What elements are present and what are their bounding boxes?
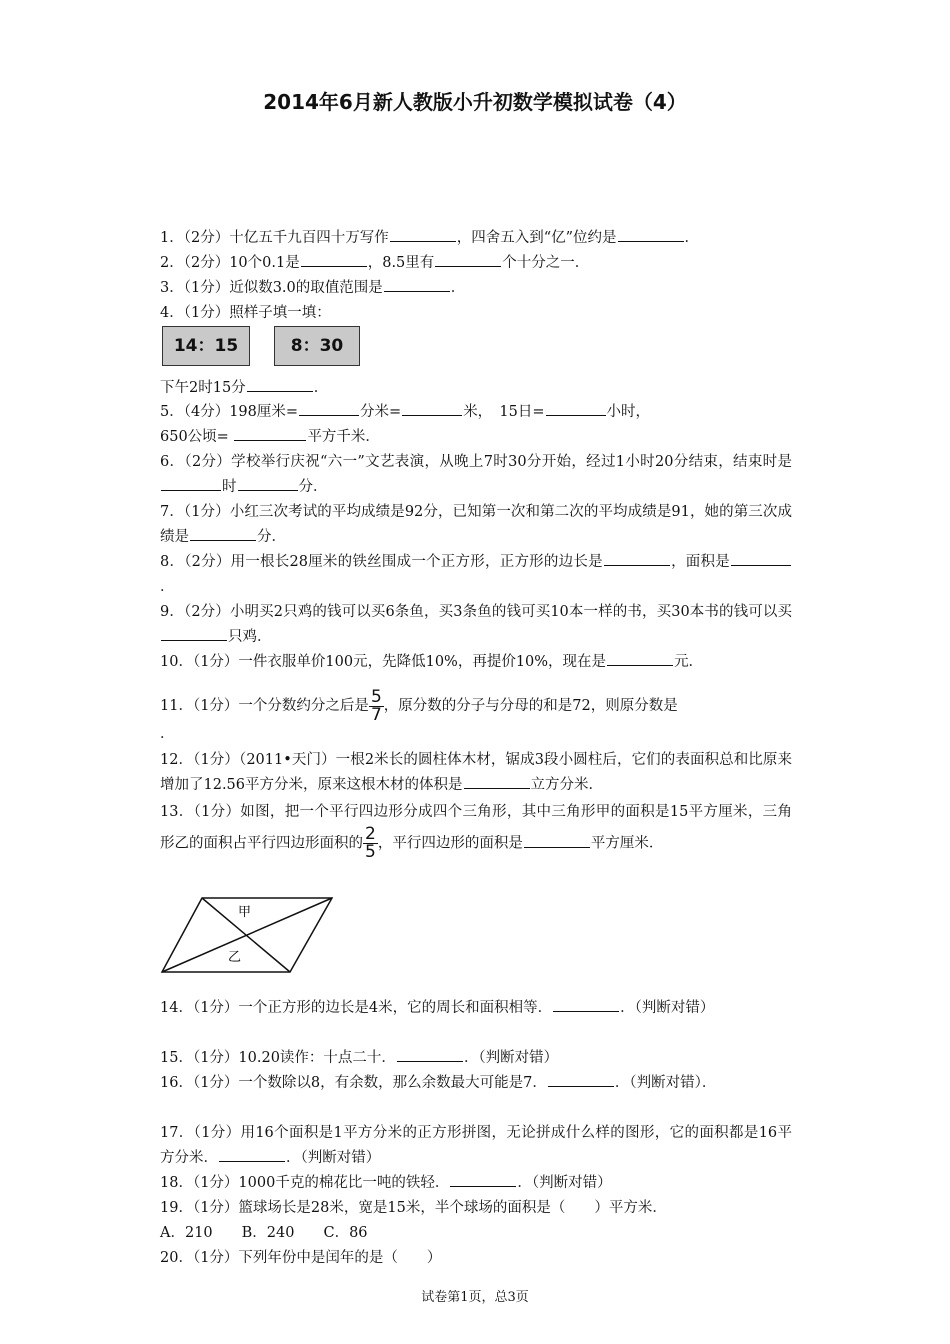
answer-blank[interactable] xyxy=(384,277,450,292)
triangle-label-yi: 乙 xyxy=(228,950,242,965)
question-19-options: A．210 B．240 C．86 xyxy=(160,1225,368,1241)
question-14: 14．（1分）一个正方形的边长是4米，它的周长和面积相等． ．（判断对错） xyxy=(160,996,792,1021)
answer-blank[interactable] xyxy=(464,774,530,789)
answer-blank[interactable] xyxy=(553,997,619,1012)
question-6: 6．（2分）学校举行庆祝“六一”文艺表演，从晚上7时30分开始，经过1小时20分结束，结束时是时 分． xyxy=(160,454,792,495)
answer-blank[interactable] xyxy=(546,401,606,416)
fraction-2-5: $\frac{2}{5}$ xyxy=(365,824,376,862)
question-5-line2: 650公顷= 平方千米． xyxy=(160,425,792,450)
answer-blank[interactable] xyxy=(301,252,367,267)
answer-blank[interactable] xyxy=(234,426,306,441)
answer-blank[interactable] xyxy=(161,476,221,491)
answer-blank[interactable] xyxy=(299,401,359,416)
page-footer: 试卷第1页，总3页 xyxy=(421,1290,529,1305)
question-17: 17．（1分）用16个面积是1平方分米的正方形拼图，无论拼成什么样的图形，它的面积都是16平方分米． ．（判断对错） xyxy=(160,1125,792,1166)
answer-blank[interactable] xyxy=(524,833,590,848)
clock-example-2: 8：30 xyxy=(274,326,360,366)
answer-blank[interactable] xyxy=(247,377,313,392)
question-12: 12．（1分）（2011•天门）一根2米长的圆柱体木材，锯成3段小圆柱后，它们的表面积总和比原来增加了12.56平方分米，原来这根木材的体积是 立方分米． xyxy=(160,752,792,793)
page-title: 2014年6月新人教版小升初数学模拟试卷（4） xyxy=(263,90,687,114)
question-19: 19．（1分）篮球场长是28米，宽是15米，半个球场的面积是（ ）平方米． xyxy=(160,1200,667,1216)
answer-blank[interactable] xyxy=(618,227,684,242)
question-16: 16．（1分）一个数除以8，有余数，那么余数最大可能是7． ．（判断对错）． xyxy=(160,1071,792,1096)
question-15: 15．（1分）10.20读作：十点二十． ．（判断对错） xyxy=(160,1046,792,1071)
triangle-label-jia: 甲 xyxy=(238,905,252,920)
answer-blank[interactable] xyxy=(397,1047,463,1062)
clock-example-1: 14：15 xyxy=(162,326,250,366)
answer-blank[interactable] xyxy=(190,526,256,541)
answer-blank[interactable] xyxy=(731,551,791,566)
question-3: 3．（1分）近似数3.0的取值范围是 ． xyxy=(160,276,792,301)
question-11: 11．（1分）一个分数约分之后是 $\frac{5}{7}$ ，原分数的分子与分母的和是72，则原分数是 xyxy=(160,686,678,725)
answer-blank[interactable] xyxy=(402,401,462,416)
question-20: 20．（1分）下列年份中是闰年的是（ ） xyxy=(160,1250,442,1266)
question-9: 9．（2分）小明买2只鸡的钱可以买6条鱼，买3条鱼的钱可买10本一样的书，买30本书的钱可以买只鸡． xyxy=(160,604,792,645)
question-11-line2: ． xyxy=(160,726,175,742)
question-7: 7．（1分）小红三次考试的平均成绩是92分，已知第一次和第二次的平均成绩是91，她的第三次成绩是 分． xyxy=(160,504,792,545)
question-8: 8．（2分）用一根长28厘米的铁丝围成一个正方形，正方形的边长是 ，面积是． xyxy=(160,550,792,600)
answer-blank[interactable] xyxy=(219,1147,285,1162)
question-2: 2．（2分）10个0.1是 ，8.5里有 个十分之一． xyxy=(160,251,792,276)
answer-blank[interactable] xyxy=(161,626,227,641)
answer-blank[interactable] xyxy=(607,651,673,666)
question-10: 10．（1分）一件衣服单价100元，先降低10%，再提价10%，现在是 元． xyxy=(160,650,792,675)
parallelogram-figure xyxy=(160,895,336,975)
answer-blank[interactable] xyxy=(604,551,670,566)
answer-blank[interactable] xyxy=(450,1172,516,1187)
answer-blank[interactable] xyxy=(435,252,501,267)
question-4: 4．（1分）照样子填一填： xyxy=(160,305,331,321)
question-5: 5．（4分）198厘米= 分米= 米， 15日= 小时， xyxy=(160,400,792,425)
answer-blank[interactable] xyxy=(548,1072,614,1087)
question-13: 13．（1分）如图，把一个平行四边形分成四个三角形，其中三角形甲的面积是15平方厘米，三角形乙的面积占平行四边形面积的 $\frac{2}{5}$ ，平行四边形的面积是 平方厘米． xyxy=(160,804,792,862)
fraction-5-7: $\frac{5}{7}$ xyxy=(370,686,382,725)
answer-blank[interactable] xyxy=(238,476,298,491)
question-4-line2: 下午2时15分 ． xyxy=(160,376,792,401)
question-1: 1．（2分）十亿五千九百四十万写作 ，四舍五入到“亿”位约是 ． xyxy=(160,226,792,251)
question-18: 18．（1分）1000千克的棉花比一吨的铁轻． ．（判断对错） xyxy=(160,1171,792,1196)
answer-blank[interactable] xyxy=(390,227,456,242)
